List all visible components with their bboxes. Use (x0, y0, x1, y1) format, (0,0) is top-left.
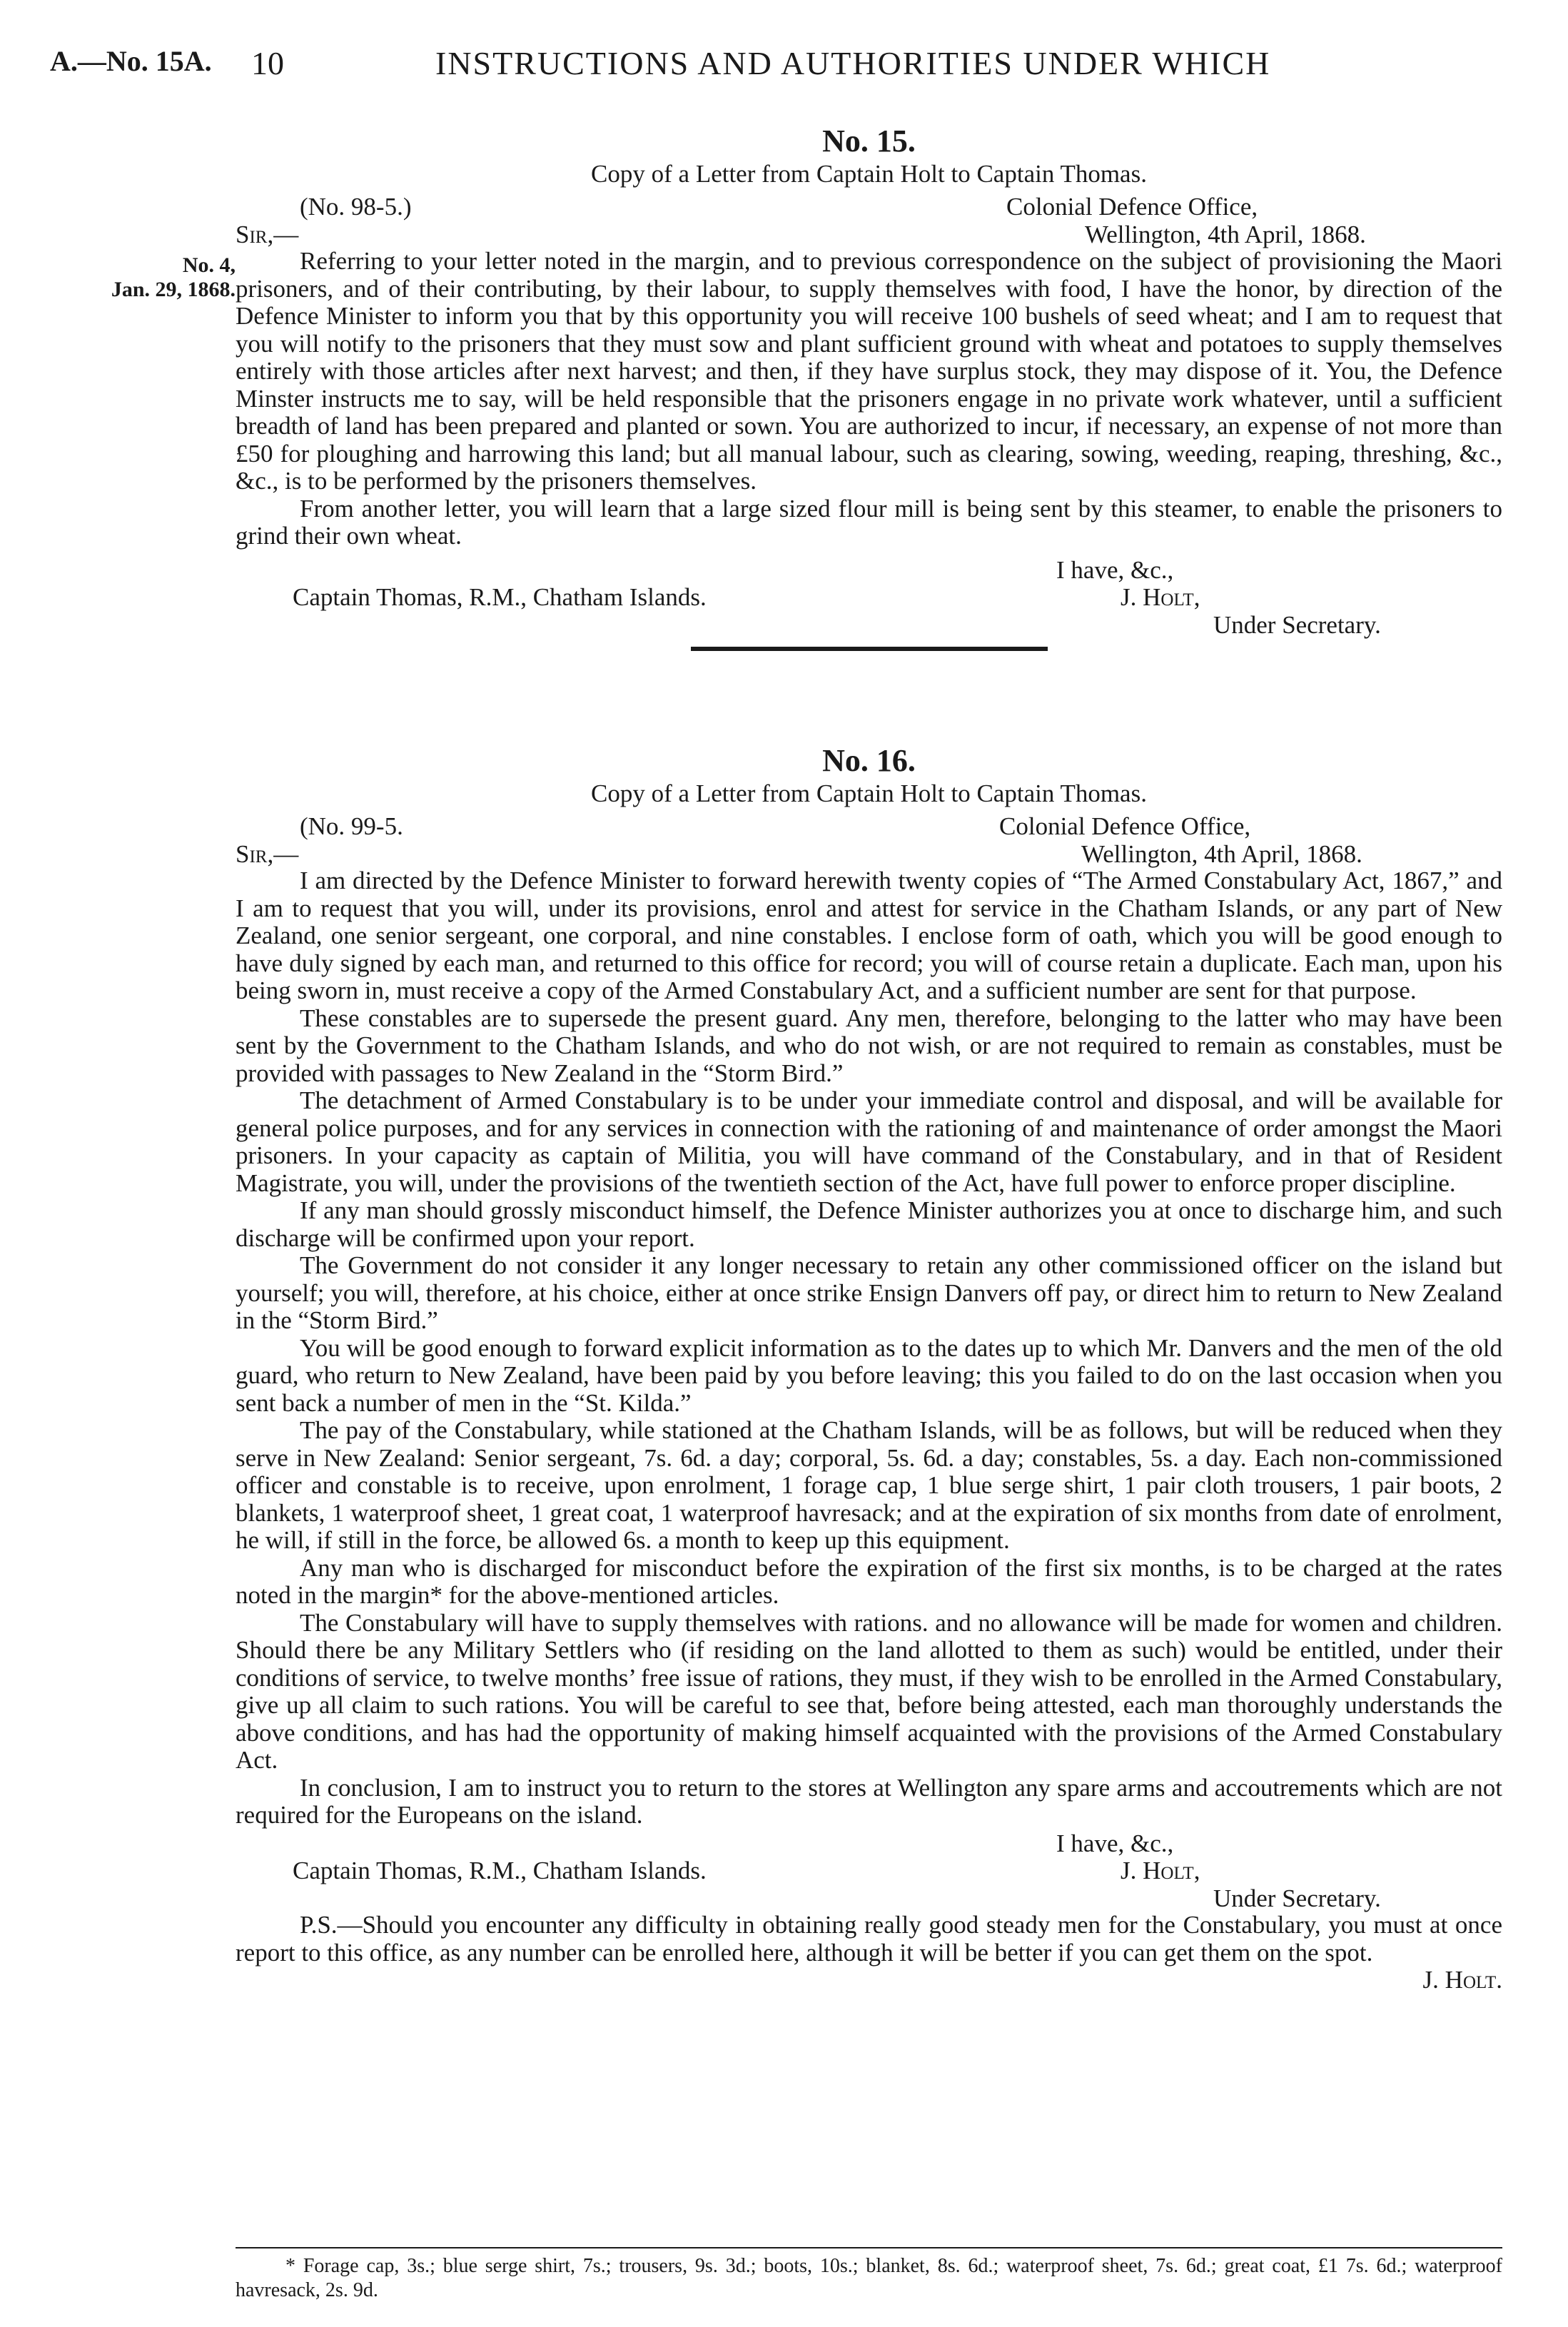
letter-addressee: Captain Thomas, R.M., Chatham Islands. (293, 583, 707, 611)
letter-paragraph: In conclusion, I am to instruct you to return to the stores at Wellington any spare arms and accoutrements which are not required for the Europeans on the island. (236, 1773, 1502, 1829)
letter-heading: No. 15. (822, 123, 916, 158)
letter-paragraph: I am directed by the Defence Minister to forward herewith twenty copies of “The Armed Constabulary Act, 1867,” and I am to request that you will, under its provisions, enrol and attest for service in the Chatham Islands, or any part of New Zealand, one senior sergeant, one corporal, and nine constables. I enclose form of oath, which you will be good enough to have duly signed by each man, and returned to this office for record; you will of course retain a duplicate. Each man, upon his being sworn in, must receive a copy of the Armed Constabulary Act, and a sufficient number are sent for that purpose. (236, 867, 1502, 1004)
letter-paragraph: The detachment of Armed Constabulary is to be under your immediate control and disposal, and will be available for general police purposes, and for any services in connection with the rationing of and maintenance of order amongst the Maori prisoners. In your capacity as captain of Militia, you will have command of the Constabulary, and in that of Resident Magistrate, you will, under the provisions of the twentieth section of the Act, have full power to enforce proper discipline. (236, 1086, 1502, 1197)
postscript (236, 1911, 1502, 1994)
document-reference: A.—No. 15A. (50, 45, 212, 77)
letter-paragraph: If any man should grossly misconduct himself, the Defence Minister authorizes you at once to discharge him, and such discharge will be confirmed upon your report. (236, 1196, 1502, 1252)
section-divider (691, 647, 1048, 651)
page-header (50, 44, 1518, 87)
postscript-text: P.S.—Should you encounter any difficulty in obtaining really good steady men for the Constabulary, you must at once report to this office, as any number can be enrolled here, although it will be better if you can get them on the spot. (236, 1911, 1502, 1967)
letter-subheading: Copy of a Letter from Captain Holt to Captain Thomas. (591, 160, 1147, 188)
letter-date: Wellington, 4th April, 1868. (1081, 839, 1362, 868)
signer-title: Under Secretary. (1213, 1884, 1381, 1912)
letter-addressee: Captain Thomas, R.M., Chatham Islands. (293, 1857, 707, 1884)
letter-paragraph: From another letter, you will learn that a large sized flour mill is being sent by this steamer, to enable the prisoners to grind their own wheat. (236, 494, 1502, 550)
letter-paragraph: You will be good enough to forward explicit information as to the dates up to which Mr. Danvers and the men of the old guard, who return to New Zealand, have been paid by you before leaving; this you failed to do on the last occasion when you sent back a number of men in the “St. Kilda.” (236, 1333, 1502, 1417)
letter-15 (236, 123, 1502, 660)
letter-paragraph: Any man who is discharged for misconduct before the expiration of the first six months, is to be charged at the rates noted in the margin* for the above-mentioned articles. (236, 1553, 1502, 1609)
letter-signer: J. Holt, (1121, 1857, 1200, 1884)
letter-reference: (No. 99-5. (300, 812, 403, 840)
letter-signer: J. Holt, (1121, 583, 1200, 611)
letter-subheading: Copy of a Letter from Captain Holt to Captain Thomas. (591, 779, 1147, 807)
letter-date: Wellington, 4th April, 1868. (1085, 220, 1366, 248)
letter-heading: No. 16. (822, 743, 916, 778)
signer-title: Under Secretary. (1213, 610, 1381, 639)
sender-office: Colonial Defence Office, (999, 812, 1251, 840)
running-title: INSTRUCTIONS AND AUTHORITIES UNDER WHICH (435, 45, 1271, 81)
letter-paragraph: These constables are to supersede the present guard. Any men, therefore, belonging to the latter who may have been sent by the Government to the Chatham Islands, and who do not wish, or are not required to remain as constables, must be provided with passages to New Zealand in the “Storm Bird.” (236, 1004, 1502, 1087)
letter-16 (236, 742, 1502, 1994)
sender-office: Colonial Defence Office, (1006, 193, 1258, 221)
postscript-signer: J. Holt. (1422, 1966, 1502, 1994)
letter-paragraph: Referring to your letter noted in the margin, and to previous correspondence on the subject of provisioning the Maori prisoners, and of their contributing, by their labour, to supply themselves with food, I have the honor, by direction of the Defence Minister to inform you that by this opportunity you will receive 100 bushels of seed wheat; and I am to request that you will notify to the prisoners that they must sow and plant sufficient ground with wheat and potatoes to supply themselves entirely with those articles after next harvest; and then, if they have surplus stock, they may dispose of it. You, the Defence Minster instructs me to say, will be held responsible that the prisoners engage in no private work whatever, until a sufficient breadth of land has been prepared and planted or sown. You are authorized to incur, if necessary, an expense of not more than £50 for ploughing and harrowing this land; but all manual labour, such as clearing, sowing, weeding, reaping, threshing, &c., &c., is to be performed by the prisoners themselves. (236, 247, 1502, 495)
margin-note-line: Jan. 29, 1868. (111, 278, 236, 301)
letter-paragraph: The Constabulary will have to supply themselves with rations. and no allowance will be made for women and children. Should there be any Military Settlers who (if residing on the land allotted to them as such) would be entitled, under their conditions of service, to twelve months’ free issue of rations, they must, if they wish to be enrolled in the Armed Constabulary, give up all claim to such rations. You will be careful to see that, before being attested, each man thoroughly understands the above conditions, and has had the opportunity of making himself acquainted with the provisions of the Armed Constabulary Act. (236, 1608, 1502, 1774)
salutation: Sir,— (236, 220, 299, 248)
margin-note-line: No. 4, (182, 253, 236, 277)
letter-paragraph: The pay of the Constabulary, while stationed at the Chatham Islands, will be as follows, but will be reduced when they serve in New Zealand: Senior sergeant, 7s. 6d. a day; corporal, 5s. 6d. a day; constables, 5s. a day. Each non-commissioned officer and constable is to receive, upon enrolment, 1 forage cap, 1 blue serge shirt, 1 pair cloth trousers, 1 pair boots, 2 blankets, 1 waterproof sheet, 1 great coat, 1 waterproof havresack; and at the expiration of six months from date of enrolment, he will, if still in the force, be allowed 6s. a month to keep up this equipment. (236, 1416, 1502, 1554)
footnote: * Forage cap, 3s.; blue serge shirt, 7s.; trousers, 9s. 3d.; boots, 10s.; blanket, 8s. 6d.; waterproof sheet, 7s. 6d.; great coat, £1 7s. 6d.; waterproof havresack, 2s. 9d. (236, 2255, 1502, 2301)
salutation: Sir,— (236, 839, 299, 868)
footnote-rule (236, 2247, 1502, 2248)
letter-closing: I have, &c., (1056, 1829, 1174, 1857)
letter-closing: I have, &c., (1056, 555, 1174, 584)
letter-reference: (No. 98-5.) (300, 193, 412, 221)
letter-paragraph: The Government do not consider it any longer necessary to retain any other commissioned officer on the island but yourself; you will, therefore, at his choice, either at once strike Ensign Danvers off pay, or direct him to return to New Zealand in the “Storm Bird.” (236, 1251, 1502, 1334)
margin-note (29, 253, 236, 302)
page-number: 10 (251, 45, 284, 81)
